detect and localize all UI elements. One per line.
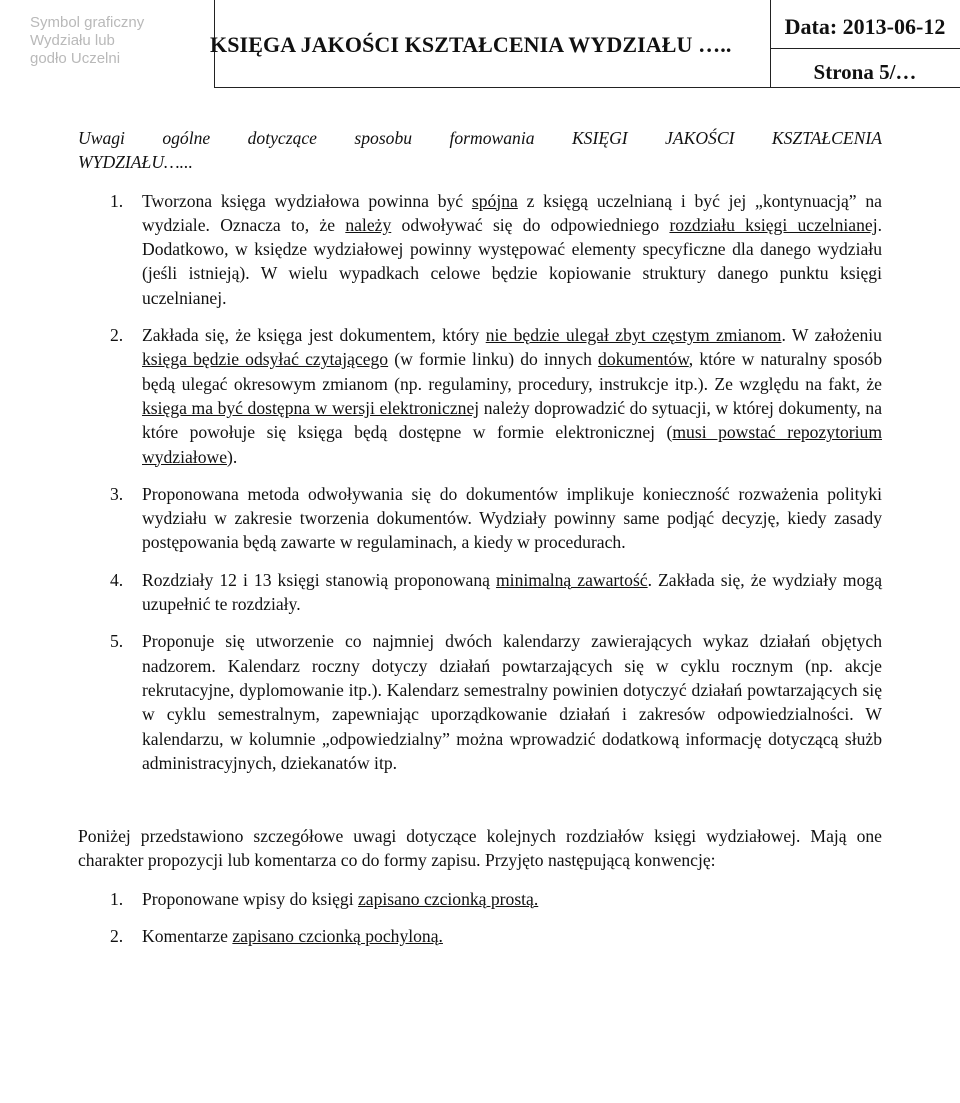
underlined-text: rozdziału księgi uczelnianej <box>669 214 878 235</box>
list-item <box>78 323 882 469</box>
list-item-number: 5. <box>110 631 124 652</box>
underlined-text: minimalną zawartość <box>496 569 648 590</box>
list-item <box>78 482 882 555</box>
conventions-list <box>78 887 882 949</box>
text-run: Zakłada się, że księga jest dokumentem, który <box>142 325 486 346</box>
list-item-number: 1. <box>110 888 124 909</box>
list-item-number: 2. <box>110 325 124 346</box>
text-run: . W założeniu <box>781 325 882 346</box>
list-item-number: 3. <box>110 483 124 504</box>
document-body <box>78 126 882 961</box>
intro-paragraph: Poniżej przedstawiono szczegółowe uwagi dotyczące kolejnych rozdziałów księgi wydziałowej. Mają one charakter propozycji lub komentarza co do formy zapisu. Przyjęto następującą konwencję: <box>78 826 882 871</box>
list-item <box>78 189 882 310</box>
list-item <box>78 887 882 911</box>
text-run: . Zakłada się, że wydziały mogą uzupełnić te rozdziały. <box>142 569 883 615</box>
document-title: KSIĘGA JAKOŚCI KSZTAŁCENIA WYDZIAŁU ….. <box>210 32 732 57</box>
text-run: (w formie linku) do innych <box>388 349 599 370</box>
logo-text-line1: Symbol graficzny <box>30 14 145 31</box>
underlined-text: zapisano czcionką prostą. <box>358 888 539 909</box>
section-heading-line1: Uwagi ogólne dotyczące sposobu formowania KSIĘGI JAKOŚCI KSZTAŁCENIA <box>78 128 882 148</box>
text-run: Rozdziały 12 i 13 księgi stanowią proponowaną <box>142 569 496 590</box>
section-heading-line2: WYDZIAŁU…... <box>78 152 193 173</box>
text-run: , które w naturalny sposób będą ulegać okresowym zmianom (np. regulaminy, procedury, instrukcje itp.). Ze względu na fakt, że <box>142 349 882 394</box>
text-run: Proponowane wpisy do księgi <box>142 888 358 909</box>
logo-text-line2: Wydziału lub <box>30 32 115 49</box>
general-notes-list <box>78 189 882 776</box>
list-item <box>78 924 882 948</box>
text-run: Tworzona księga wydziałowa powinna być <box>142 190 472 211</box>
page-header <box>0 0 960 90</box>
underlined-text: należy <box>345 214 392 235</box>
logo-placeholder <box>30 14 200 68</box>
text-run: z księgą uczelnianą i być jej „kontynuacją” na wydziale. Oznacza to, że <box>142 190 882 235</box>
header-divider-bottom <box>214 87 960 88</box>
text-run: Komentarze <box>142 926 233 947</box>
logo-text-line3: godło Uczelni <box>30 50 121 67</box>
text-run: Proponowana metoda odwoływania się do dokumentów implikuje konieczność rozważenia polityki wydziału w zakresie tworzenia dokumentów. Wydziały powinny same podjąć decyzję, kiedy zasady postępowania będą zawarte w regulaminach, a kiedy w procedurach. <box>142 483 882 553</box>
underlined-text: nie będzie ulegał zbyt częstym zmianom <box>485 325 782 346</box>
underlined-text: musi powstać repozytorium wydziałowe <box>142 422 883 467</box>
list-item-number: 2. <box>110 926 124 947</box>
document-date: Data: 2013-06-12 <box>784 14 946 39</box>
header-divider-date <box>770 48 960 49</box>
underlined-text: zapisano czcionką pochyloną. <box>232 926 443 947</box>
text-run: . Dodatkowo, w księdze wydziałowej powinny występować elementy specyficzne dla danego wydziału (jeśli istnieją). W wielu wypadkach celowe będzie kopiowanie struktury danego punktu księgi uczelnianej. <box>142 214 883 308</box>
list-item <box>78 629 882 775</box>
underlined-text: księga ma być dostępna w wersji elektronicznej <box>142 397 480 418</box>
underlined-text: księga będzie odsyłać czytającego <box>142 349 389 370</box>
underlined-text: dokumentów <box>598 349 689 370</box>
list-item-number: 4. <box>110 569 124 590</box>
page-number: Strona 5/… <box>813 60 917 84</box>
text-run: ). <box>227 446 238 467</box>
spacer <box>78 788 882 824</box>
text-run: odwoływać się do odpowiedniego <box>391 214 670 235</box>
underlined-text: spójna <box>471 190 518 211</box>
text-run: należy doprowadzić do sytuacji, w której dokumenty, na które powołuje się księga będą dostępne w formie elektronicznej ( <box>142 397 882 443</box>
list-item-number: 1. <box>110 190 124 211</box>
text-run: Proponuje się utworzenie co najmniej dwóch kalendarzy zawierających wykaz działań objętych nadzorem. Kalendarz roczny dotyczy działań powtarzających się w cyklu rocznym (np. akcje rekrutacyjne, dyplomowanie itp.). Kalendarz semestralny powinien dotyczyć działań powtarzających się w cyklu semestralnym, zapewniając uporządkowanie działań i zakresów odpowiedzialności. W kalendarzu, w kolumnie „odpowiedzialny” można wprowadzić dodatkową informację dotyczącą służb administracyjnych, dziekanatów itp. <box>142 631 882 773</box>
list-item <box>78 568 882 617</box>
section-heading <box>78 126 882 175</box>
